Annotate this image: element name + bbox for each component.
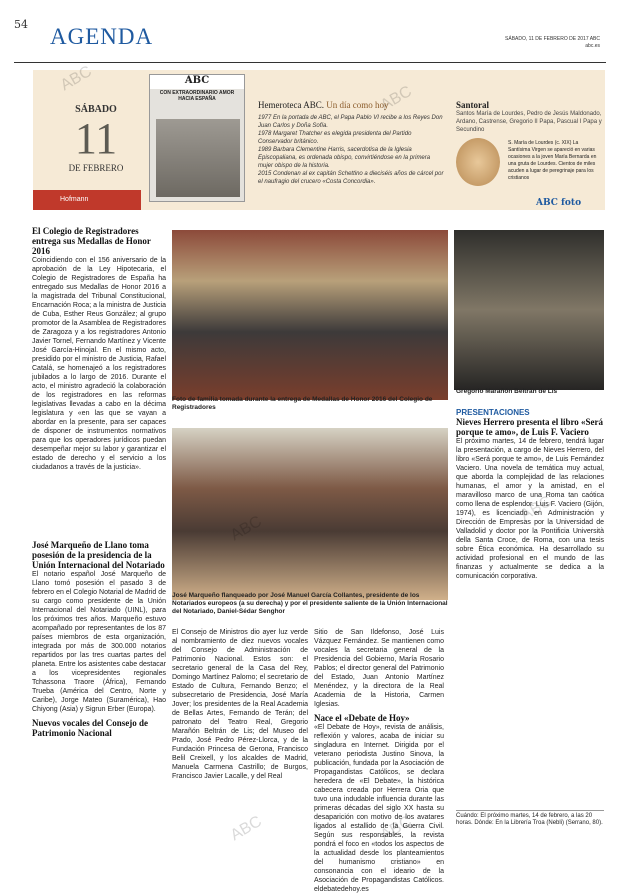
hemeroteca-item: 2015 Condenan al ex capitán Schettino a dieciséis años de cárcel por el naufragio del crucero «Costa Concordia».: [258, 171, 444, 185]
watermark: ABC: [517, 492, 555, 525]
hemeroteca-item: 1978 Margaret Thatcher es elegida presidenta del Partido Conservador británico.: [258, 131, 412, 145]
santoral-text: Santos María de Lourdes, Pedro de Jesús Maldonado, Ardano, Castrense, Gregorio II Papa, Pascual I Papa y Secundino: [456, 111, 602, 133]
hemeroteca-title-text: Hemeroteca ABC.: [258, 100, 324, 110]
cover-masthead: ABC: [150, 75, 244, 89]
watermark: ABC: [377, 812, 415, 845]
day-name: SÁBADO: [75, 104, 117, 115]
watermark: ABC: [377, 82, 415, 115]
article-presentaciones: [456, 408, 604, 667]
article-title: Nieves Herrero presenta el libro «Será porque te amo», de Luis F. Vaciero: [456, 417, 604, 437]
hemeroteca: [258, 100, 444, 186]
article-kicker: PRESENTACIONES: [456, 408, 530, 417]
article-title: El Colegio de Registradores entrega sus Medallas de Honor 2016: [32, 226, 151, 256]
page-number: 54: [14, 18, 28, 31]
day-number: 11: [74, 114, 118, 163]
photo-caption: Foto de familia tomada durante la entrega de Medallas de Honor 2016 del Colegio de Registradores: [172, 396, 433, 411]
event-footnote: Cuándo: El próximo martes, 14 de febrero, a las 20 horas. Dónde: En la Librería Troa (Nebli) (Serrano, 80).: [456, 810, 604, 827]
article-title: Nace el «Debate de Hoy»: [314, 713, 410, 723]
article-body: «El Debate de Hoy», revista de análisis, reflexión y valores, acaba de iniciar su singladura en Internet. Dirigida por el veterano periodista Justino Sinova, la publicación, fundada por la Asociación de Propagandistas Católicos, se declara heredera de «El Debate», la histórica cabecera creada por Herrera Oria que tuvo una indudable influencia durante las primeras décadas del siglo XX hasta su desaparición con motivo de los avatares ligados al estallido de la Guerra Civil. Según sus responsables, la revista pondrá el foco en «todos los aspectos de la actualidad desde los planteamientos del humanismo cristiano» en consonancia con el ideario de la Asociación de Propagandistas Católicos. eldebatedehoy.es: [314, 724, 444, 893]
hemeroteca-title: [258, 100, 444, 110]
sponsor-logo: Hofmann: [60, 196, 89, 203]
hemeroteca-subtitle: Un día como hoy: [326, 100, 389, 110]
watermark: ABC: [227, 512, 265, 545]
article-patrimonio: [172, 628, 308, 781]
abc-foto-logo: ABC foto: [536, 198, 582, 208]
abc-cover-image: [149, 74, 245, 202]
photo-registradores: [172, 230, 448, 400]
watermark: ABC: [227, 812, 265, 845]
section-title: AGENDA: [50, 24, 154, 49]
hemeroteca-item: 1989 Barbara Clementine Harris, sacerdotisa de la Iglesia Episcopaliana, es ordenada obispo, convirtiéndose en la primera mujer obispo de la historia.: [258, 147, 431, 169]
saint-caption: S. María de Lourdes (c. XIX) La Santísima Virgen se apareció en varias ocasiones a la joven María Bernarda en una gruta de Lourdes. Cientos de miles acuden a lugar de peregrinaje para los cristianos: [508, 140, 597, 181]
article-body: El notario español José Marqueño de Llano tomó posesión el pasado 3 de febrero en el Colegio Notarial de Madrid de su cargo como presidente de la Unión Internacional del Notariado (UINL), para los próximos tres años. Marqueño estuvo acompañado por representantes de los 87 países miembros de esta organización, integrada por más de 300.000 notarios repartidos por las tres cuartas partes del planeta. Entre los asistentes cabe destacar a los vicepresidentes regionales Tchassona Traore (África), Fernando Trueba (América del Centro, Norte y Caribe), Jorge Mateo (Suramérica), Hao Chiyong (Asia) y Sigrun Erber (Europa).: [32, 571, 166, 713]
day-month: DE FEBRERO: [68, 163, 124, 173]
article-body: El Consejo de Ministros dio ayer luz verde al nombramiento de diez nuevos vocales del Consejo de Administración de Patrimonio Nacional. Estos son: el secretario general de la Casa del Rey, Domingo Martínez Palomo; el secretario de Estado de Cultura, Fernando Benzo; el subsecretario de Presidencia, José María Jover; los presidentes de la Real Academia de Bellas Artes, Fernando de Terán; del patronato del Teatro Real, Gregorio Marañón Beltrán de Lis; del Museo del Prado, José Pedro Pérez-Llorca, y de la Fundación Princesa de Gerona, Francisco Belil Creixell, y los alcaldes de Madrid, Manuela Carmena Castrillo; de Burgos, Francisco Javier Lacalle, y del Real: [172, 629, 308, 780]
article-title: José Marqueño de Llano toma posesión de la presidencia de la Unión Internacional del Notariado: [32, 540, 165, 570]
santoral: [456, 100, 604, 181]
article-notariado: [32, 540, 166, 738]
article-body: Sitio de San Ildefonso, José Luis Vázquez Fernández. Se mantienen como vocales la secretaria general de la Presidencia del Gobierno, María Rosario Pablos; el director general del Patrimonio del Estado, Juan Antonio Martínez Menéndez, y la directora de la Real Academia de la Historia, Carmen Iglesias.: [314, 629, 444, 708]
cover-photo: [156, 119, 240, 197]
cover-headline: CON EXTRAORDINARIO AMOR HACIA ESPAÑA: [159, 90, 235, 102]
site-url: abc.es: [585, 43, 600, 49]
article-body: Coincidiendo con el 156 aniversario de la aprobación de la Ley Hipotecaria, el Colegio de Registradores de España ha entregado sus Medallas de Honor 2016 a la magistrada del Tribunal Constitucional, Encarnación Roca; a la ministra de Justicia de Cuba, Esther Reus González; al grupo promotor de la Asamblea de Registradores de Zaragoza y a los registradores Antonio Javier Tornel, Fernando Martínez y Vicente José García-Hinojal. En el mismo acto, presidido por el ministro de Justicia, Rafael Catalá, se homenajeó a los registradores jubilados a lo largo de 2016. Durante el acto, el ministro agradeció la colaboración de los registradores en las reformas legislativas llevadas a cabo en la décima legislatura y «en las que se vayan a abordar en la presente, para ser capaces de disponer de instrumentos normativos para que los operadores jurídicos puedan desempeñar mejor su labor y garantizar el estado de derecho y el servicio a los ciudadanos a través de la justicia».: [32, 257, 166, 471]
date-line: [440, 36, 600, 50]
watermark: ABC: [57, 62, 95, 95]
article-title: Nuevos vocales del Consejo de Patrimonio Nacional: [32, 718, 148, 738]
saint-image: [456, 138, 500, 186]
article-body: El próximo martes, 14 de febrero, tendrá lugar la presentación, a cargo de Nieves Herrero, del libro «Será porque te amo», de Luis Fernández Vaciero. Una novela de temática muy actual, que aborda la complejidad de las relaciones humanas, el amor y la amistad, en el maravilloso marco de una Roma tan caótica como llena de esplendor. Luis F. Vaciero (Gijón, 1974), es licenciado en Administración y Dirección de Empresas por la Universidad de Valladolid y doctor por la Pontificia Università della Santa Croce, de Roma, con una tesis sobre Ética económica. Ha desarrollado su actividad profesional en el mundo de las finanzas y actualmente se dedica a la comunicación corporativa.: [456, 438, 604, 580]
hemeroteca-item: 1977 En la portada de ABC, el Papa Pablo VI recibe a los Reyes Don Juan Carlos y Doña Sofía.: [258, 115, 443, 129]
day-box: [50, 104, 142, 173]
photo-caption: José Marqueño flanqueado por José Manuel García Collantes, presidente de los Notariados europeos (a su derecha) y por el presidente saliente de la Unión Internacional del Notariado, Daniel-Sédar Senghor: [172, 592, 448, 615]
date-text: SÁBADO, 11 DE FEBRERO DE 2017 ABC: [505, 36, 600, 42]
article-registradores: [32, 226, 166, 472]
header-rule: [14, 62, 606, 63]
photo-caption: Gregorio Marañón Beltrán de Lis: [456, 388, 558, 395]
photo-maranon: [454, 230, 604, 390]
santoral-title: Santoral: [456, 100, 490, 110]
photo-notariado: [172, 428, 448, 600]
